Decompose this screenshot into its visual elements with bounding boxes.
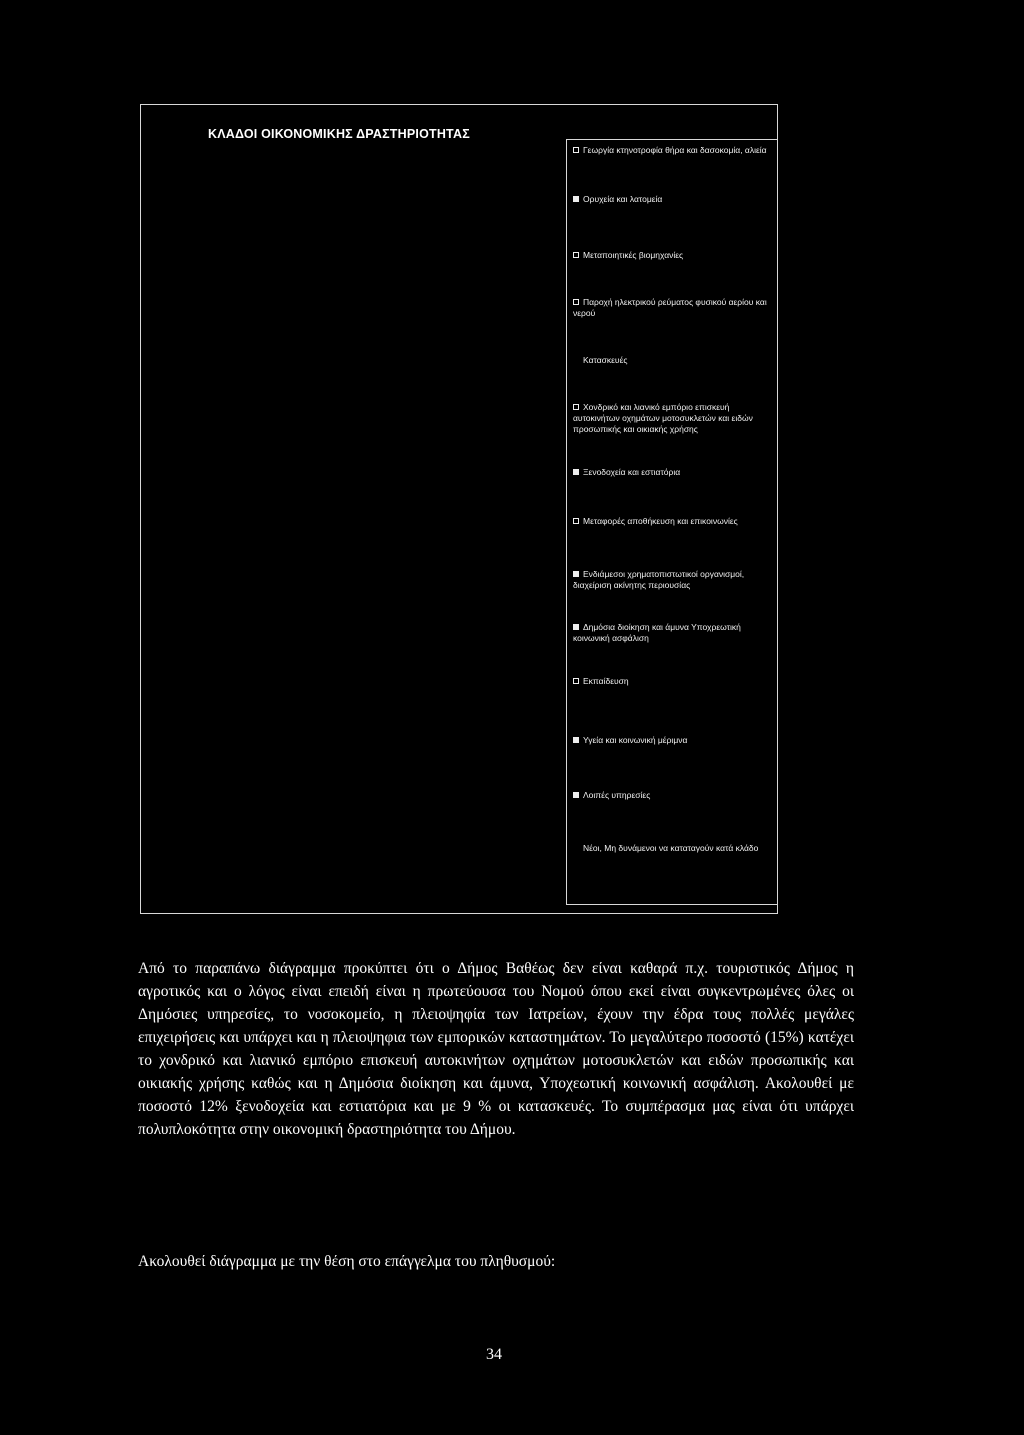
legend-swatch <box>573 678 579 684</box>
legend-label: Μεταποιητικές βιομηχανίες <box>583 250 684 260</box>
body-paragraph <box>138 957 854 1141</box>
legend-label: Κατασκευές <box>583 355 628 365</box>
legend-swatch <box>573 147 579 153</box>
legend-label: Μεταφορές αποθήκευση και επικοινωνίες <box>583 516 738 526</box>
legend-swatch <box>573 737 579 743</box>
legend-label: Λοιπές υπηρεσίες <box>583 790 651 800</box>
legend-swatch <box>573 299 579 305</box>
legend-label: Γεωργία κτηνοτροφία θήρα και δασοκομία, αλιεία <box>583 145 767 155</box>
legend-item <box>573 569 773 591</box>
chart-legend <box>566 139 778 905</box>
legend-label: Ορυχεία και λατομεία <box>583 194 663 204</box>
legend-item <box>573 516 773 527</box>
legend-swatch <box>573 404 579 410</box>
legend-swatch <box>573 518 579 524</box>
legend-item <box>573 145 773 156</box>
legend-swatch <box>573 792 579 798</box>
legend-item <box>573 297 773 319</box>
legend-label: Υγεία και κοινωνική μέριμνα <box>583 735 688 745</box>
next-diagram-heading: Ακολουθεί διάγραμμα με την θέση στο επάγγελμα του πληθυσμού: <box>138 1253 556 1270</box>
legend-item <box>583 355 783 366</box>
legend-label: Νέοι, Μη δυνάμενοι να καταταγούν κατά κλάδο <box>583 843 759 853</box>
page-number: 34 <box>486 1346 502 1363</box>
legend-label: Εκπαίδευση <box>583 676 629 686</box>
legend-label: Χονδρικό και λιανικό εμπόριο επισκευή αυτοκινήτων οχημάτων μοτοσυκλετών και ειδών προσωπικής και οικιακής χρήσης <box>573 402 753 434</box>
legend-swatch <box>573 252 579 258</box>
legend-item <box>583 843 783 854</box>
legend-item <box>573 790 773 801</box>
legend-item <box>573 467 773 478</box>
legend-swatch <box>573 196 579 202</box>
legend-label: Ξενοδοχεία και εστιατόρια <box>583 467 681 477</box>
legend-swatch <box>573 571 579 577</box>
legend-swatch <box>573 469 579 475</box>
legend-label: Παροχή ηλεκτρικού ρεύματος φυσικού αερίου και νερού <box>573 297 767 318</box>
legend-item <box>573 194 773 205</box>
chart-frame <box>140 104 778 914</box>
body-text: Από το παραπάνω διάγραμμα προκύπτει ότι ο Δήμος Βαθέως δεν είναι καθαρά π.χ. τουριστικός Δήμος η αγροτικός και ο λόγος είναι επειδή είναι η πρωτεύουσα του Νομού όπου εκεί είναι συγκεντρωμένες όλες οι Δημόσιες υπηρεσίες, το νοσοκομείο, η πλειοψηφία των Ιατρείων, έχουν την έδρα τους πολλές μεγάλες επιχειρήσεις και υπάρχει και η πλειοψηφια των εμπορικών καταστημάτων. Το μεγαλύτερο ποσοστό (15%) κατέχει το χονδρικό και λιανικό εμπόριο επισκευή αυτοκινήτων οχημάτων μοτοσυκλετών και ειδών προσωπικής και οικιακής χρήσης καθώς και η Δημόσια διοίκηση και άμυνα, Υποχεωτική κοινωνική ασφάλιση. Ακολουθεί με ποσοστό 12% ξενοδοχεία και εστιατόρια και με 9 % οι κατασκευές. Το συμπέρασμα μας είναι ότι υπάρχει πολυπλοκότητα στην οικονομική δραστηριότητα του Δήμου. <box>138 960 854 1138</box>
legend-swatch <box>573 624 579 630</box>
chart-title: ΚΛΑΔΟΙ ΟΙΚΟΝΟΜΙΚΗΣ ΔΡΑΣΤΗΡΙΟΤΗΤΑΣ <box>208 127 470 141</box>
legend-item <box>573 402 773 435</box>
legend-item <box>573 735 773 746</box>
legend-item <box>573 622 773 644</box>
legend-label: Δημόσια διοίκηση και άμυνα Υποχρεωτική κοινωνική ασφάλιση <box>573 622 741 643</box>
legend-label: Ενδιάμεσοι χρηματοπιστωτικοί οργανισμοί, διαχείριση ακίνητης περιουσίας <box>573 569 745 590</box>
legend-item <box>573 250 773 261</box>
legend-item <box>573 676 773 687</box>
